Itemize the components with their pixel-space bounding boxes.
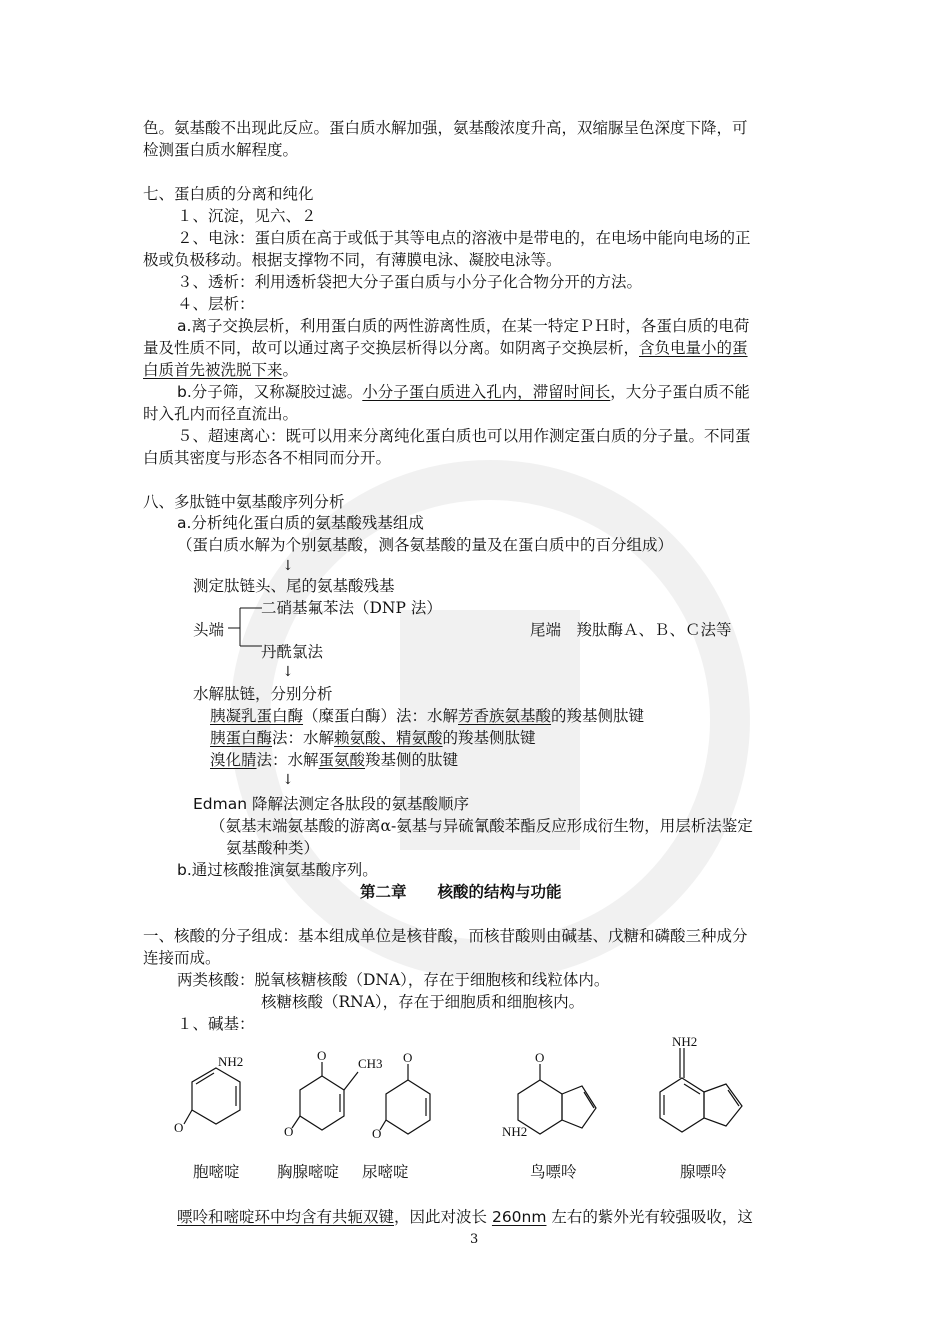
para-line: 嘌呤和嘧啶环中均含有共轭双键，因此对波长 260nm 左右的紫外光有较强吸收，这: [177, 1208, 753, 1226]
note: （氨基末端氨基酸的游离α-氨基与异硫氰酸苯酯反应形成衍生物，用层析法鉴定: [210, 817, 753, 835]
para-line: 色。氨基酸不出现此反应。蛋白质水解加强，氨基酸浓度升高，双缩脲呈色深度下降，可: [143, 119, 748, 137]
svg-text:O: O: [174, 1120, 184, 1135]
adenine-label: 腺嘌呤: [680, 1163, 727, 1181]
list-item: ２、电泳：蛋白质在高于或低于其等电点的溶液中是带电的，在电场中能向电场的正: [177, 229, 751, 247]
method-dansyl: 丹酰氯法: [261, 643, 324, 661]
thymine-label: 胸腺嘧啶: [277, 1163, 340, 1181]
list-item: 白质首先被洗脱下来。: [143, 361, 299, 379]
svg-text:O: O: [535, 1050, 545, 1065]
svg-text:O: O: [317, 1048, 327, 1063]
adenine-structure: [650, 1030, 770, 1140]
flow-arrow: ↓: [282, 664, 294, 680]
para-line: 连接而成。: [143, 949, 221, 967]
list-item: b.分子筛，又称凝胶过滤。小分子蛋白质进入孔内，滞留时间长，大分子蛋白质不能: [177, 383, 750, 401]
bracket: [226, 604, 266, 650]
flow-arrow: ↓: [282, 558, 294, 574]
list-item: ３、透析：利用透析袋把大分子蛋白质与小分子化合物分开的方法。: [177, 273, 643, 291]
svg-text:O: O: [372, 1126, 382, 1141]
list-item: ５、超速离心：既可以用来分离纯化蛋白质也可以用作测定蛋白质的分子量。不同蛋: [177, 427, 751, 445]
list-item: 白质其密度与形态各不相同而分开。: [143, 449, 392, 467]
para-line: 两类核酸：脱氧核糖核酸（DNA），存在于细胞核和线粒体内。: [177, 971, 610, 989]
para-line: 核糖核酸（RNA），存在于细胞质和细胞核内。: [261, 993, 585, 1011]
flow-step: 测定肽链头、尾的氨基酸残基: [193, 577, 395, 595]
enzyme-line: 胰蛋白酶法：水解赖氨酸、精氨酸的羧基侧肽键: [210, 729, 536, 747]
svg-text:O: O: [284, 1124, 294, 1139]
flow-step: 水解肽链，分别分析: [193, 685, 333, 703]
para-line: 一、核酸的分子组成：基本组成单位是核苷酸，而核苷酸则由碱基、戊糖和磷酸三种成分: [143, 927, 748, 945]
flow-step: Edman 降解法测定各肽段的氨基酸顺序: [193, 795, 469, 813]
list-item: １、碱基：: [177, 1015, 255, 1033]
list-item: a.离子交换层析，利用蛋白质的两性游离性质，在某一特定ＰＨ时，各蛋白质的电荷: [177, 317, 750, 335]
list-item: a.分析纯化蛋白质的氨基酸残基组成: [177, 514, 424, 532]
list-item: 极或负极移动。根据支撑物不同，有薄膜电泳、凝胶电泳等。: [143, 251, 562, 269]
list-item: 量及性质不同，故可以通过离子交换层析得以分离。如阴离子交换层析，含负电量小的蛋: [143, 339, 748, 357]
uracil-structure: [372, 1050, 452, 1150]
flow-arrow: ↓: [282, 772, 294, 788]
tail-label: 尾端 羧肽酶Ａ、Ｂ、Ｃ法等: [530, 621, 732, 639]
list-item: ４、层析：: [177, 295, 255, 313]
para-line: 检测蛋白质水解程度。: [143, 141, 299, 159]
note: 氨基酸种类）: [226, 839, 320, 857]
note: （蛋白质水解为个别氨基酸，测各氨基酸的量及在蛋白质中的百分组成）: [177, 536, 674, 554]
page-number: 3: [470, 1232, 479, 1247]
section-heading: 七、蛋白质的分离和纯化: [143, 185, 314, 203]
list-item: １、沉淀，见六、２: [177, 207, 317, 225]
cytosine-structure: [170, 1050, 260, 1150]
uracil-label: 尿嘧啶: [362, 1163, 409, 1181]
svg-text:NH2: NH2: [502, 1124, 528, 1139]
guanine-structure: [498, 1050, 608, 1150]
section-heading: 八、多肽链中氨基酸序列分析: [143, 493, 345, 511]
svg-text:NH2: NH2: [672, 1034, 698, 1049]
guanine-label: 鸟嘌呤: [530, 1163, 577, 1181]
head-label: 头端: [193, 621, 225, 639]
svg-text:CH3: CH3: [358, 1056, 383, 1071]
list-item: b.通过核酸推演氨基酸序列。: [177, 861, 378, 879]
list-item: 时入孔内而径直流出。: [143, 405, 299, 423]
enzyme-line: 胰凝乳蛋白酶（糜蛋白酶）法：水解芳香族氨基酸的羧基侧肽键: [210, 707, 645, 725]
chapter-title: 第二章 核酸的结构与功能: [360, 882, 562, 901]
svg-text:O: O: [403, 1050, 413, 1065]
enzyme-line: 溴化腈法：水解蛋氨酸羧基侧的肽键: [210, 751, 459, 769]
method-dnp: 二硝基氟苯法（DNP 法）: [261, 599, 442, 617]
cytosine-label: 胞嘧啶: [193, 1163, 240, 1181]
svg-text:NH2: NH2: [218, 1054, 244, 1069]
